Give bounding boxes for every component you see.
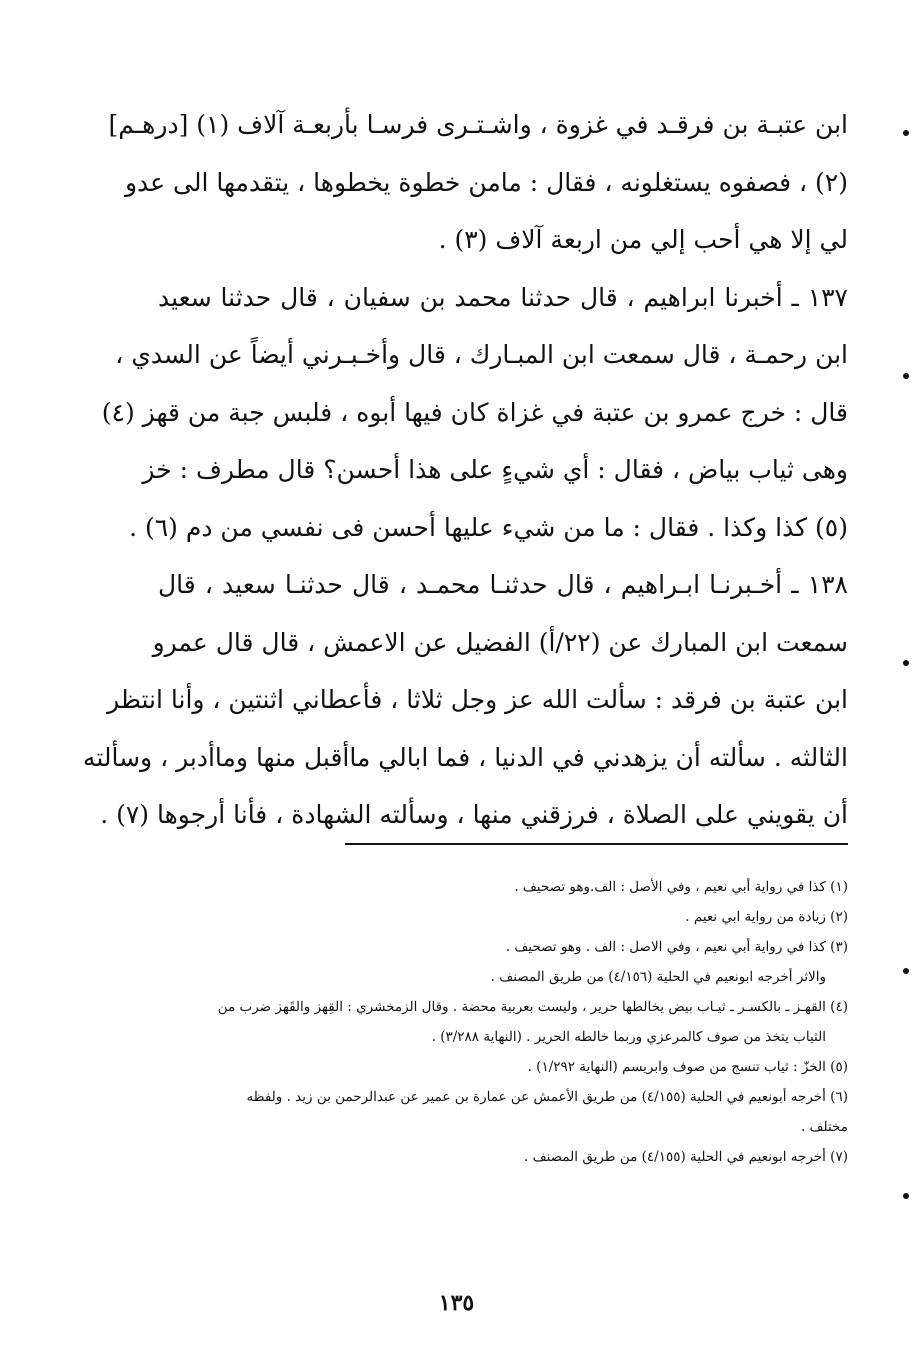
text-line: (٥) كذا وكذا . فقال : ما من شيء عليها أحسن فى نفسي من دم (٦) . bbox=[129, 512, 848, 542]
margin-dot bbox=[903, 1193, 909, 1199]
footnote: (٢) زيادة من رواية ابي نعيم . bbox=[685, 909, 848, 925]
footnote: (١) كذا في رواية أبي نعيم ، وفي الأصل : الف.وهو تصحيف . bbox=[514, 879, 848, 895]
text-line: لي إلا هي أحب إلي من اربعة آلاف (٣) . bbox=[438, 225, 848, 254]
text-line: ابن عتبة بن فرقد : سألت الله عز وجل ثلاثا ، فأعطاني اثنتين ، وأنا انتظر bbox=[107, 685, 848, 714]
footnote-continuation: الثياب يتخذ من صوف كالمرعزي وربما خالطه الحرير . (النهاية ٣/٢٨٨) . bbox=[431, 1029, 826, 1045]
text-line: أن يقويني على الصلاة ، فرزقني منها ، وسألته الشهادة ، فأنا أرجوها (٧) . bbox=[100, 800, 848, 829]
text-line: قال : خرج عمرو بن عتبة في غزاة كان فيها أبوه ، فلبس جبة من قهز (٤) bbox=[101, 397, 848, 427]
page-number: ١٣٥ bbox=[438, 1290, 475, 1316]
text-line: الثالثه . سألته أن يزهدني في الدنيا ، فما ابالي ماأقبل منها وماأدبر ، وسألته bbox=[82, 742, 848, 772]
main-text-block bbox=[82, 96, 848, 844]
footnote-separator bbox=[345, 843, 848, 845]
margin-dot bbox=[903, 968, 909, 974]
text-line: سمعت ابن المبارك عن (٢٢/أ) الفضيل عن الاعمش ، قال قال عمرو bbox=[152, 627, 848, 657]
text-line: وهى ثياب بياض ، فقال : أي شيءٍ على هذا أحسن؟ قال مطرف : خز bbox=[142, 455, 848, 484]
footnote: (٤) القهـز ـ بالكسـر ـ ثيـاب بيض يخالطها حرير ، وليست بعربية محضة . وقال الزمخشري : القِهز والقَهز ضرب من bbox=[217, 999, 848, 1015]
footnote: (٦) أخرجه أبونعيم في الحلية (٤/١٥٥) من طريق الأعمش عن عمارة بن عمير عن عبدالرحمن بن زيد . ولفظه bbox=[246, 1089, 848, 1105]
text-line: (٢) ، فصفوه يستغلونه ، فقال : مامن خطوة يخطوها ، يتقدمها الى عدو bbox=[124, 167, 848, 197]
margin-dot bbox=[903, 660, 909, 666]
text-line: ١٣٧ ـ أخبرنا ابراهيم ، قال حدثنا محمد بن سفيان ، قال حدثنا سعيد bbox=[158, 282, 848, 312]
footnotes bbox=[160, 872, 848, 1172]
text-line: ابن عتبـة بن فرقـد في غزوة ، واشـتـرى فرسـا بأربعـة آلاف (١) [درهـم] bbox=[108, 110, 848, 139]
text-line: ابن رحمـة ، قال سمعت ابن المبـارك ، قال وأخـبـرني أيضاً عن السدي ، bbox=[115, 340, 848, 369]
margin-dot bbox=[903, 130, 909, 136]
text-line: ١٣٨ ـ أخـبرنـا ابـراهيم ، قال حدثنـا محمـد ، قال حدثنـا سعيد ، قال bbox=[158, 570, 848, 599]
footnote: (٥) الخزّ : ثياب تنسج من صوف وابريسم (النهاية ١/٢٩٢) . bbox=[527, 1059, 848, 1075]
footnote-continuation: والاثر أخرجه ابونعيم في الحلية (٤/١٥٦) من طريق المصنف . bbox=[490, 969, 826, 985]
footnote-continuation: مختلف . bbox=[800, 1119, 848, 1135]
footnote: (٧) أخرجه ابونعيم في الحلية (٤/١٥٥) من طريق المصنف . bbox=[524, 1149, 848, 1165]
margin-dot bbox=[903, 373, 909, 379]
footnote: (٣) كذا في رواية أبي نعيم ، وفي الاصل : الف . وهو تصحيف . bbox=[505, 939, 848, 955]
